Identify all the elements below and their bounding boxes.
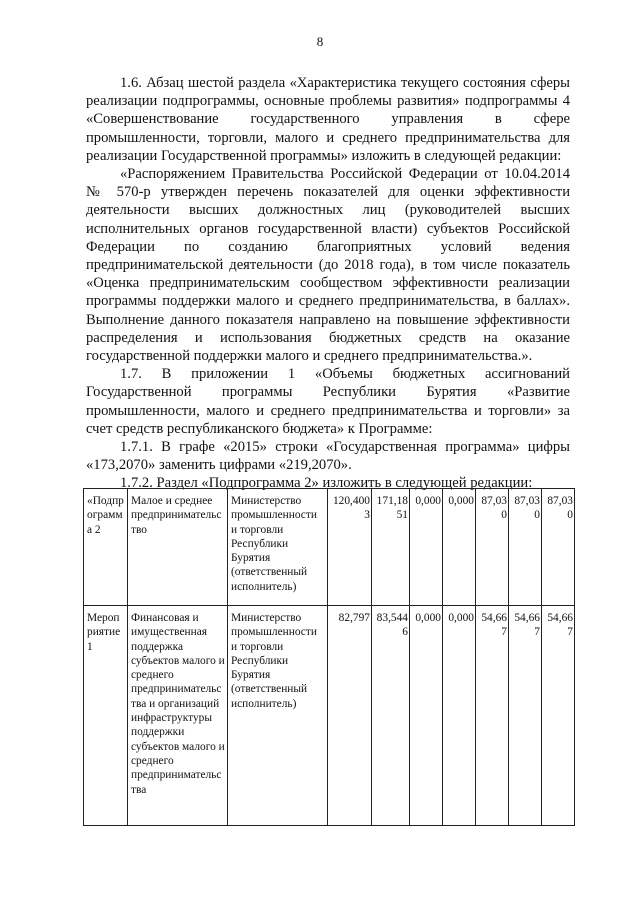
executor-cell: Министерство промышленности и торговли Республики Бурятия (ответственный исполнитель) [228,489,328,606]
page-number: 8 [316,34,324,49]
value-cell: 0,000 [410,489,443,606]
value-cell: 0,000 [410,606,443,826]
program-cell: «Подпрограмма 2 [84,489,128,606]
value-cell: 54,667 [509,606,542,826]
value-cell: 54,667 [542,606,575,826]
program-cell: Мероприятие 1 [84,606,128,826]
paragraph-1-7-1: 1.7.1. В графе «2015» строки «Государственная программа» цифры «173,2070» заменить цифрами «219,2070». [86,439,570,474]
paragraph-1-7-2: 1.7.2. Раздел «Подпрограмма 2» изложить в следующей редакции: [120,475,533,492]
table-row [84,489,575,606]
value-cell: 171,1851 [372,489,410,606]
value-cell: 0,000 [443,489,476,606]
value-cell: 0,000 [443,606,476,826]
document-body [86,74,570,493]
table-row [84,606,575,826]
value-cell: 83,5446 [372,606,410,826]
name-cell: Финансовая и имущественная поддержка субъектов малого и среднего предпринимательства и организаций инфраструктуры поддержки субъектов малого и среднего предпринимательства [128,606,228,826]
name-cell: Малое и среднее предпринимательство [128,489,228,606]
paragraph-1-7: 1.7. В приложении 1 «Объемы бюджетных ассигнований Государственной программы Республики Бурятия «Развитие промышленности, малого и среднего предпринимательства и торговли» за счет средств республиканского бюджета» к Программе: [86,366,570,437]
value-cell: 87,030 [476,489,509,606]
value-cell: 87,030 [542,489,575,606]
paragraph-1-6: 1.6. Абзац шестой раздела «Характеристика текущего состояния сферы реализации подпрограммы, основные проблемы развития» подпрограммы 4 «Совершенствование государственного управления в сфере промышленности, торговли, малого и среднего предпринимательства для реализации Государственной программы» изложить в следующей редакции: [86,75,570,164]
paragraph-decree-quote: «Распоряжением Правительства Российской Федерации от 10.04.2014 № 570-р утвержден перечень показателей для оценки эффективности деятельности высших должностных лиц (руководителей высших исполнительных органов государственной власти) субъектов Российской Федерации по созданию благоприятных условий ведения предпринимательской деятельности (до 2018 года), в том числе показатель «Оценка предпринимательским сообществом эффективности реализации программы поддержки малого и среднего предпринимательства, в баллах». Выполнение данного показателя направлено на повышение эффективности распределения и использования бюджетных средств на оказание государственной поддержки малого и среднего предпринимательства.». [86,166,570,365]
value-cell: 120,4003 [328,489,372,606]
value-cell: 82,797 [328,606,372,826]
value-cell: 54,667 [476,606,509,826]
executor-cell: Министерство промышленности и торговли Республики Бурятия (ответственный исполнитель) [228,606,328,826]
budget-table [83,488,575,826]
value-cell: 87,030 [509,489,542,606]
